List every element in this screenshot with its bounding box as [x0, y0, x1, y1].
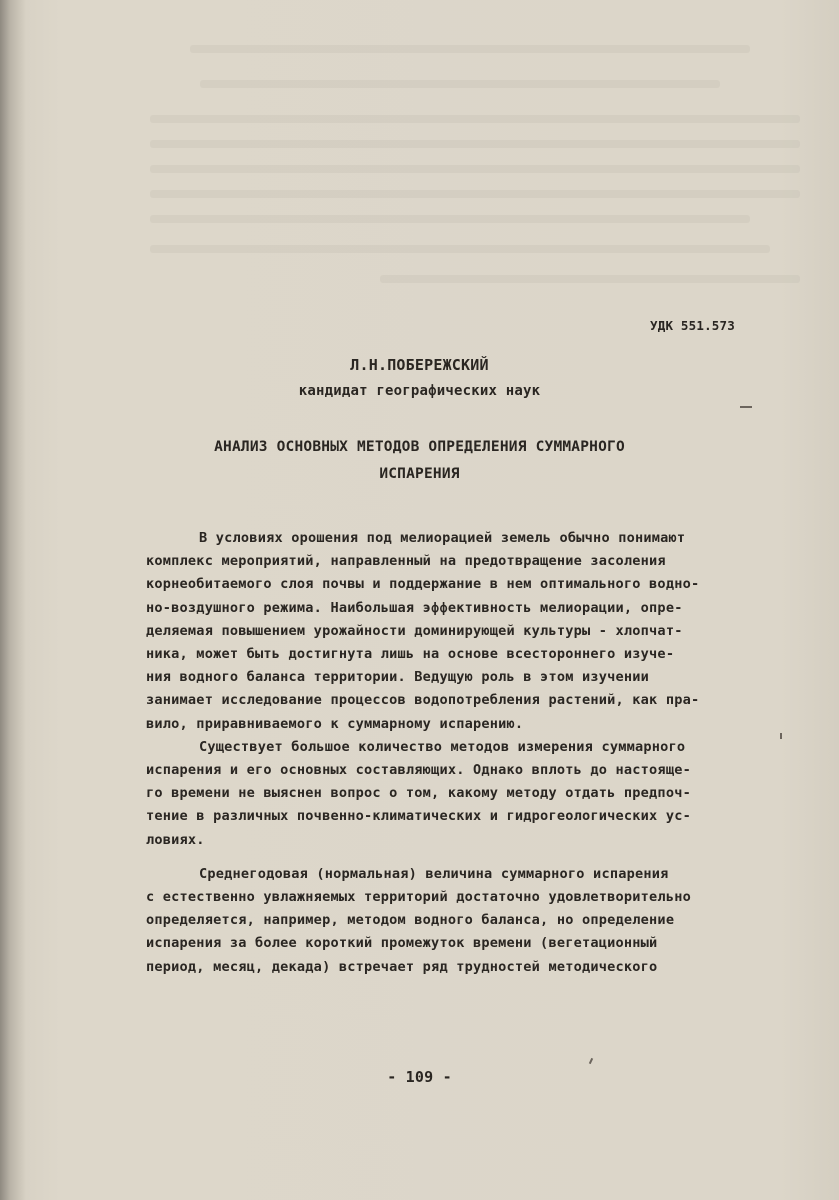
- text-line: ния водного баланса территории. Ведущую роль в этом изучении: [146, 669, 650, 686]
- bleed-through-line: [190, 45, 750, 53]
- text-line: го времени не выяснен вопрос о том, какому методу отдать предпоч-: [146, 785, 691, 802]
- text-line: вило, приравниваемого к суммарному испарению.: [146, 715, 524, 732]
- text-line: период, месяц, декада) встречает ряд трудностей методического: [146, 958, 658, 975]
- text-line: деляемая повышением урожайности доминирующей культуры - хлопчат-: [146, 622, 683, 639]
- text-line: ловиях.: [146, 831, 205, 848]
- body-text: [146, 527, 816, 979]
- text-line: испарения и его основных составляющих. Однако вплоть до настояще-: [146, 762, 691, 779]
- text-line: с естественно увлажняемых территорий достаточно удовлетворительно: [146, 889, 691, 906]
- text-line: В условиях орошения под мелиорацией земель обычно понимают: [199, 530, 686, 546]
- page-number: - 109 -: [387, 1068, 452, 1086]
- text-line: но-воздушного режима. Наибольшая эффективность мелиорации, опре-: [146, 599, 683, 616]
- text-line: определяется, например, методом водного баланса, но определение: [146, 912, 675, 929]
- stray-mark: [740, 406, 752, 408]
- udk-code: УДК 551.573: [650, 318, 735, 333]
- article-title: [0, 434, 839, 488]
- stray-mark: [780, 733, 782, 739]
- text-line: испарения за более короткий промежуток времени (вегетационный: [146, 935, 658, 952]
- title-line: АНАЛИЗ ОСНОВНЫХ МЕТОДОВ ОПРЕДЕЛЕНИЯ СУММАРНОГО: [214, 439, 625, 455]
- bleed-through-line: [200, 80, 720, 88]
- bleed-through-line: [150, 140, 800, 148]
- bleed-through-line: [150, 115, 800, 123]
- bleed-through-line: [150, 245, 770, 253]
- stray-mark: [589, 1058, 593, 1064]
- bleed-through-line: [150, 215, 750, 223]
- bleed-through-line: [380, 275, 800, 283]
- author-degree: кандидат географических наук: [298, 383, 541, 399]
- text-line: комплекс мероприятий, направленный на предотвращение засоления: [146, 553, 666, 570]
- bleed-through-line: [150, 165, 800, 173]
- text-line: тение в различных почвенно-климатических и гидрогеологических ус-: [146, 808, 691, 825]
- title-line: ИСПАРЕНИЯ: [379, 466, 460, 482]
- text-line: корнеобитаемого слоя почвы и поддержание в нем оптимального водно-: [146, 576, 700, 593]
- author-name: Л.Н.ПОБЕРЕЖСКИЙ: [350, 356, 489, 374]
- bleed-through-line: [150, 190, 800, 198]
- text-line: Существует большое количество методов измерения суммарного: [199, 738, 686, 755]
- paragraph-gap: [146, 852, 816, 863]
- text-line: Среднегодовая (нормальная) величина суммарного испарения: [199, 865, 669, 882]
- text-line: ника, может быть достигнута лишь на основе всестороннего изуче-: [146, 646, 675, 663]
- text-line: занимает исследование процессов водопотребления растений, как пра-: [146, 692, 700, 709]
